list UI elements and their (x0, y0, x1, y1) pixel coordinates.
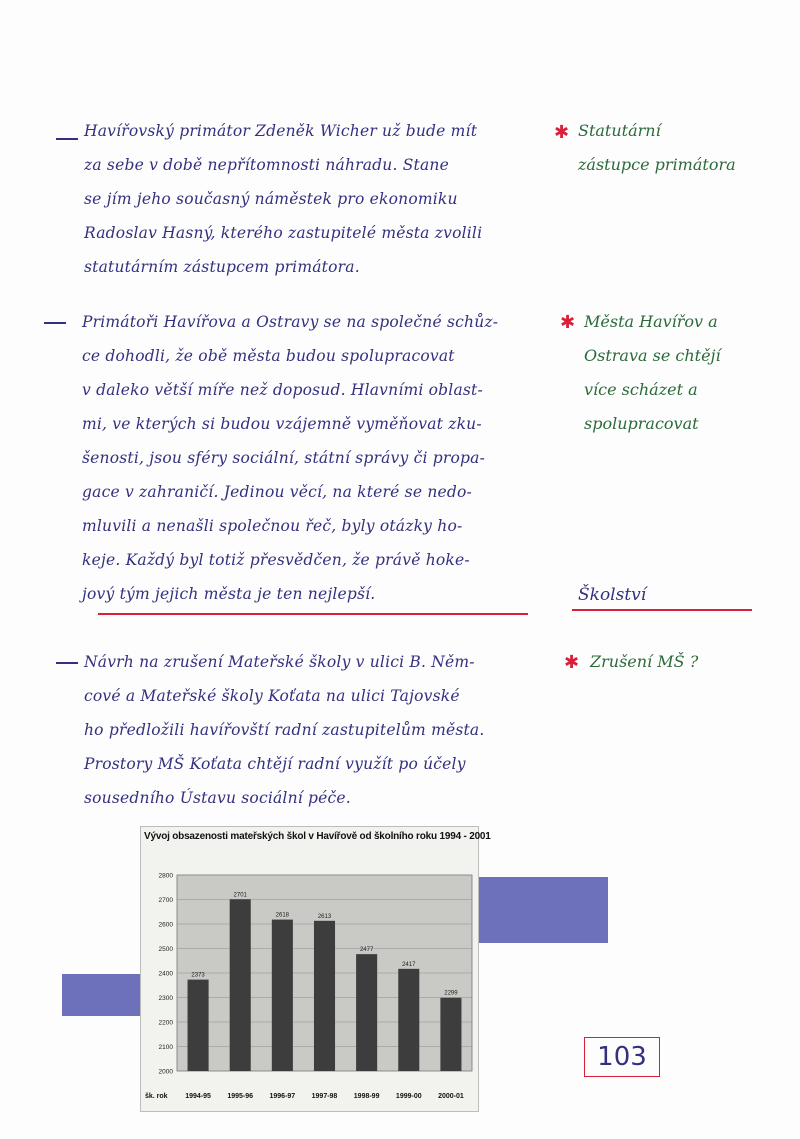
chart-title: Vývoj obsazenosti mateřských škol v Havířově od školního roku 1994 - 2001 (144, 831, 491, 842)
newspaper-clipping (140, 826, 491, 1112)
margin-note: Zrušení MŠ ? (590, 652, 699, 671)
data-label: 2417 (402, 961, 416, 968)
asterisk-icon: ✱ (564, 652, 580, 673)
data-label: 2299 (444, 990, 458, 997)
x-tick-label: 1996-97 (269, 1093, 296, 1100)
bar (356, 954, 377, 1071)
bar (188, 980, 209, 1071)
data-label: 2613 (317, 913, 332, 920)
bar-chart (141, 827, 491, 1113)
bar (314, 921, 335, 1071)
data-label: 2477 (359, 947, 374, 954)
y-tick-label: 2800 (158, 872, 173, 880)
y-tick-label: 2100 (158, 1044, 173, 1051)
y-tick-label: 2500 (158, 946, 173, 953)
divider-line (98, 613, 528, 615)
margin-note: Statutární zástupce primátora (578, 121, 736, 174)
decorative-band (470, 877, 608, 943)
divider-line (572, 609, 752, 611)
page-number: 103 (584, 1037, 660, 1077)
x-tick-label: 1997-98 (311, 1093, 338, 1100)
note-text: Návrh na zrušení Mateřské školy v ulici B. Něm- cové a Mateřské školy Koťata na ulici Tajovské ho předložili havířovští radní zastupitelům města. Prostory MŠ Koťata chtějí radní využít po účely sousedního Ústavu sociální péče. (84, 653, 485, 807)
asterisk-icon: ✱ (560, 312, 576, 333)
y-tick-label: 2300 (158, 995, 173, 1002)
bar (230, 899, 251, 1071)
y-tick-label: 2200 (158, 1019, 173, 1027)
bar (398, 969, 419, 1071)
data-label: 2618 (275, 912, 290, 919)
y-tick-label: 2400 (158, 970, 173, 978)
margin-note: Města Havířov a Ostrava se chtějí více scházet a spolupracovat (584, 312, 721, 433)
x-tick-label: 1998-99 (353, 1093, 380, 1100)
section-heading: Školství (578, 585, 647, 605)
x-axis-label: šk. rok (145, 1093, 168, 1100)
bullet-dash (56, 662, 78, 664)
bullet-dash (56, 138, 78, 140)
y-tick-label: 2600 (158, 921, 173, 929)
bar (272, 920, 293, 1071)
y-tick-label: 2700 (158, 897, 173, 904)
x-tick-label: 1994-95 (185, 1093, 211, 1100)
y-tick-label: 2000 (158, 1068, 173, 1076)
x-tick-label: 1995-96 (227, 1093, 254, 1100)
data-label: 2373 (191, 972, 205, 979)
x-tick-label: 1999-00 (395, 1093, 422, 1100)
note-text: Primátoři Havířova a Ostravy se na společné schůz- ce dohodli, že obě města budou spolupracovat v daleko větší míře než doposud. Hlavními oblast- mi, ve kterých si budou vzájemně vyměňovat zku- šenosti, jsou sféry sociální, státní správy či propa- gace v zahraničí. Jedinou věcí, na které se nedo- mluvili a nenašli společnou řeč, byly otázky ho- keje. Každý byl totiž přesvědčen, že právě hoke- jový tým jejich města je ten nejlepší. (82, 313, 499, 603)
data-label: 2701 (233, 892, 247, 899)
bullet-dash (44, 322, 66, 324)
bar (440, 998, 461, 1071)
x-tick-label: 2000-01 (438, 1093, 464, 1100)
asterisk-icon: ✱ (554, 122, 570, 143)
note-text: Havířovský primátor Zdeněk Wicher už bude mít za sebe v době nepřítomnosti náhradu. Stane se jím jeho současný náměstek pro ekonomiku Radoslav Hasný, kterého zastupitelé města zvolili statutárním zástupcem primátora. (84, 122, 483, 276)
